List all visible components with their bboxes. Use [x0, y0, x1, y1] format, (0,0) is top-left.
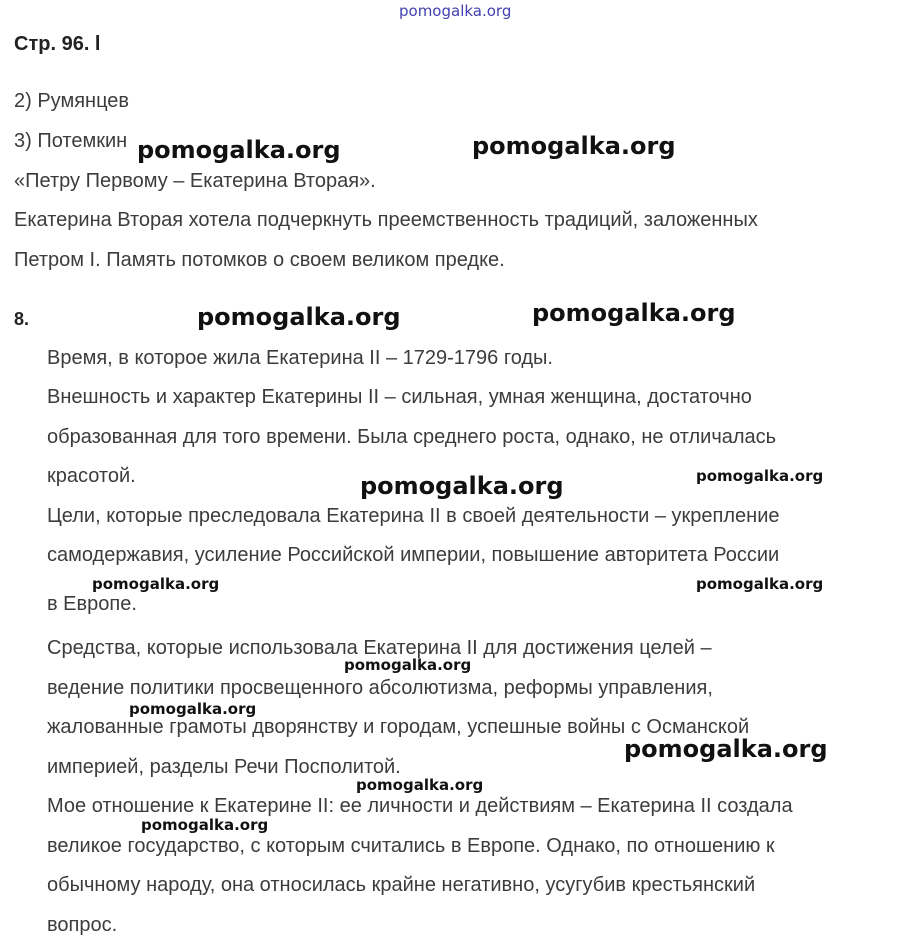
top-watermark: pomogalka.org [399, 2, 512, 20]
task-line: вопрос. [47, 914, 118, 936]
task-line: жалованные грамоты дворянству и городам, успешные войны с Османской [47, 716, 750, 738]
answer-line: «Петру Первому – Екатерина Вторая». [14, 170, 376, 192]
watermark: pomogalka.org [696, 467, 824, 485]
watermark: pomogalka.org [129, 700, 257, 718]
page-reference: Стр. 96. l [14, 33, 101, 55]
task-line: Время, в которое жила Екатерина II – 1729-1796 годы. [47, 347, 553, 369]
watermark: pomogalka.org [344, 656, 472, 674]
task-number: 8. [14, 309, 30, 329]
watermark: pomogalka.org [356, 776, 484, 794]
watermark: pomogalka.org [92, 575, 220, 593]
task-line: Внешность и характер Екатерины II – сильная, умная женщина, достаточно [47, 386, 752, 408]
answer-line: 3) Потемкин [14, 130, 128, 152]
watermark: pomogalka.org [360, 472, 564, 500]
task-line: Средства, которые использовала Екатерина II для достижения целей – [47, 637, 712, 659]
answer-line: Петром I. Память потомков о своем великом предке. [14, 249, 505, 271]
watermark: pomogalka.org [696, 575, 824, 593]
task-line: Цели, которые преследовала Екатерина II в своей деятельности – укрепление [47, 505, 780, 527]
task-line: великое государство, с которым считались в Европе. Однако, по отношению к [47, 835, 775, 857]
task-line: образованная для того времени. Была среднего роста, однако, не отличалась [47, 426, 777, 448]
watermark: pomogalka.org [624, 735, 828, 763]
task-line: империей, разделы Речи Посполитой. [47, 756, 401, 778]
watermark: pomogalka.org [472, 132, 676, 160]
task-line: обычному народу, она относилась крайне негативно, усугубив крестьянский [47, 874, 756, 896]
answer-line: 2) Румянцев [14, 90, 130, 112]
task-line: самодержавия, усиление Российской империи, повышение авторитета России [47, 544, 780, 566]
watermark: pomogalka.org [137, 136, 341, 164]
task-line: красотой. [47, 465, 136, 487]
answer-line: Екатерина Вторая хотела подчеркнуть преемственность традиций, заложенных [14, 209, 758, 231]
task-line: Мое отношение к Екатерине II: ее личности и действиям – Екатерина II создала [47, 795, 793, 817]
watermark: pomogalka.org [141, 816, 269, 834]
watermark: pomogalka.org [532, 299, 736, 327]
watermark: pomogalka.org [197, 303, 401, 331]
task-line: в Европе. [47, 593, 137, 615]
task-line: ведение политики просвещенного абсолютизма, реформы управления, [47, 677, 713, 699]
